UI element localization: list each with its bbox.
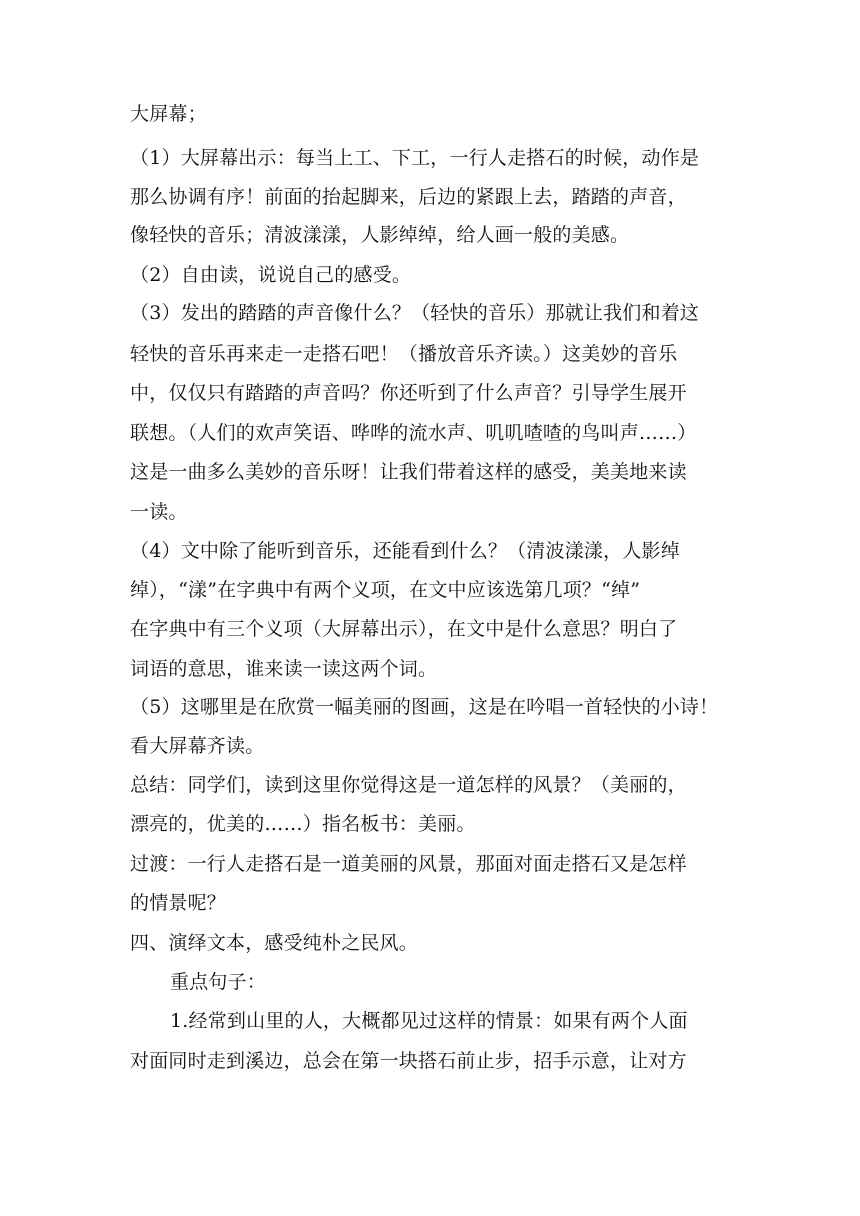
text-line: （4）文中除了能听到音乐，还能看到什么？（清波漾漾，人影绰 — [130, 540, 680, 562]
text-line: （3）发出的踏踏的声音像什么？（轻快的音乐）那就让我们和着这 — [130, 302, 700, 324]
text-line: 像轻快的音乐；清波漾漾，人影绰绰，给人画一般的美感。 — [130, 224, 630, 246]
text-line: 词语的意思，谁来读一读这两个词。 — [130, 658, 438, 680]
text-line: 重点句子： — [170, 971, 267, 993]
text-line: （5）这哪里是在欣赏一幅美丽的图画，这是在吟唱一首轻快的小诗！ — [130, 696, 719, 718]
text-line: 漂亮的，优美的……）指名板书：美丽。 — [130, 813, 476, 835]
text-line: 轻快的音乐再来走一走搭石吧！（播放音乐齐读。）这美妙的音乐 — [130, 343, 678, 365]
text-line: （2）自由读，说说自己的感受。 — [130, 264, 412, 286]
text-line: 1.经常到山里的人，大概都见过这样的情景：如果有两个人面 — [170, 1010, 688, 1032]
text-line: 总结：同学们，读到这里你觉得这是一道怎样的风景？（美丽的， — [130, 774, 687, 796]
text-line: 过渡：一行人走搭石是一道美丽的风景，那面对面走搭石又是怎样 — [130, 853, 687, 875]
text-line: 一读。 — [130, 501, 188, 523]
text-line: 联想。（人们的欢声笑语、哗哗的流水声、叽叽喳喳的鸟叫声……） — [130, 422, 697, 444]
text-line: （1）大屏幕出示：每当上工、下工，一行人走搭石的时候，动作是 — [130, 147, 700, 169]
text-line: 在字典中有三个义项（大屏幕出示），在文中是什么意思？明白了 — [130, 618, 678, 640]
text-line: 这是一曲多么美妙的音乐呀！让我们带着这样的感受，美美地来读 — [130, 461, 687, 483]
text-line: 中，仅仅只有踏踏的声音吗？你还听到了什么声音？引导学生展开 — [130, 382, 687, 404]
section-heading: 四、演绎文本，感受纯朴之民风。 — [130, 932, 419, 954]
text-line: 的情景呢？ — [130, 892, 227, 914]
text-line: 绰），“漾”在字典中有两个义项，在文中应该选第几项？“绰” — [130, 579, 641, 601]
text-line: 大屏幕； — [130, 103, 207, 125]
text-line: 那么协调有序！前面的抬起脚来，后边的紧跟上去，踏踏的声音， — [130, 186, 687, 208]
text-line: 对面同时走到溪边，总会在第一块搭石前止步，招手示意，让对方 — [130, 1050, 687, 1072]
text-line: 看大屏幕齐读。 — [130, 735, 265, 757]
